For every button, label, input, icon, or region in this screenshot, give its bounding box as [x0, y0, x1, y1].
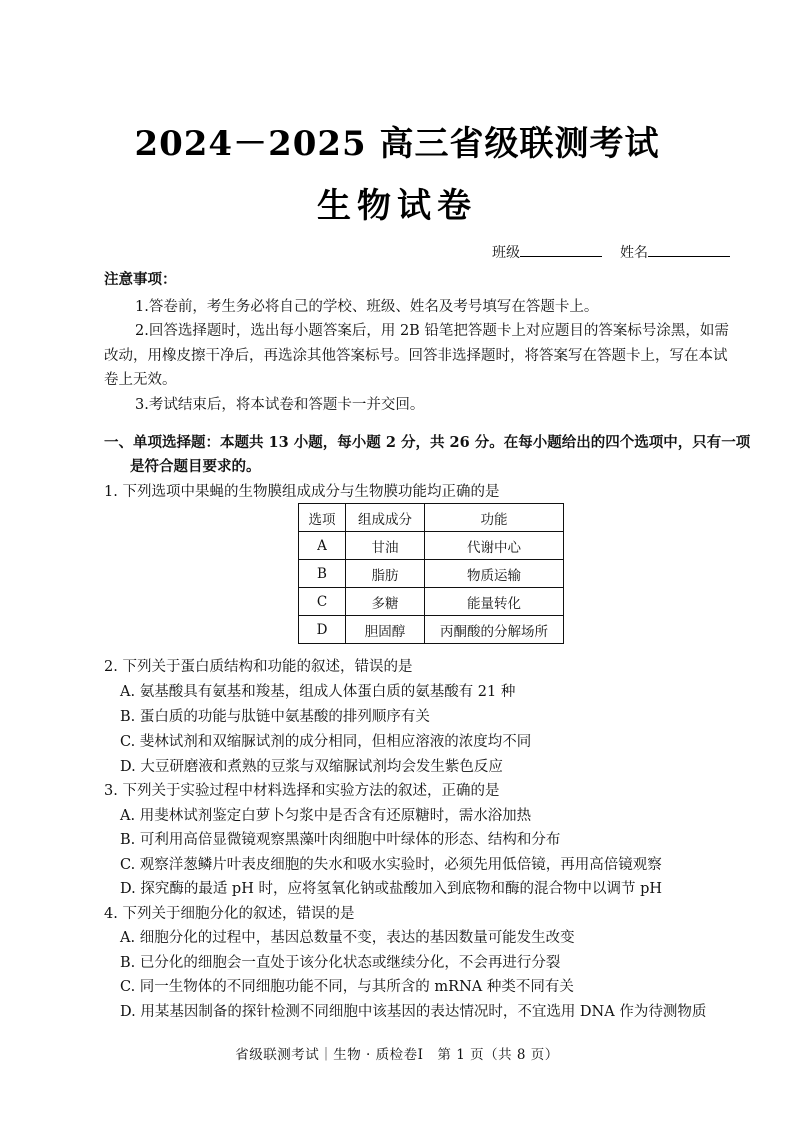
question-4-option-b: B. 已分化的细胞会一直处于该分化状态或继续分化，不会再进行分裂	[120, 955, 561, 971]
table-row	[299, 560, 564, 588]
class-label: 班级	[492, 245, 520, 261]
question-1-table	[298, 503, 564, 644]
notice-line: 改动，用橡皮擦干净后，再选涂其他答案标号。回答非选择题时，将答案写在答题卡上，写在本试	[104, 348, 728, 364]
table-header: 组成成分	[346, 504, 425, 532]
table-cell: 胆固醇	[346, 616, 425, 644]
table-row	[299, 532, 564, 560]
notice-heading: 注意事项：	[104, 271, 177, 288]
table-cell: 物质运输	[425, 560, 564, 588]
question-2-stem: 2. 下列关于蛋白质结构和功能的叙述，错误的是	[104, 659, 413, 675]
notice-line: 3.考试结束后，将本试卷和答题卡一并交回。	[135, 397, 425, 413]
question-3-option-a: A. 用斐林试剂鉴定白萝卜匀浆中是否含有还原糖时，需水浴加热	[120, 808, 532, 824]
question-2-option-a: A. 氨基酸具有氨基和羧基，组成人体蛋白质的氨基酸有 21 种	[120, 684, 516, 700]
student-id-line	[492, 242, 748, 262]
notice-line: 卷上无效。	[104, 372, 177, 388]
table-header-row	[299, 504, 564, 532]
table-cell: C	[299, 588, 346, 616]
table-row	[299, 616, 564, 644]
subject-title: 生物试卷	[317, 186, 477, 226]
table-header: 功能	[425, 504, 564, 532]
question-2-option-c: C. 斐林试剂和双缩脲试剂的成分相同，但相应溶液的浓度均不同	[120, 734, 532, 750]
table-cell: A	[299, 532, 346, 560]
notice-line: 1.答卷前，考生务必将自己的学校、班级、姓名及考号填写在答题卡上。	[135, 299, 599, 315]
question-2-option-b: B. 蛋白质的功能与肽链中氨基酸的排列顺序有关	[120, 709, 430, 725]
table-cell: D	[299, 616, 346, 644]
question-3-option-c: C. 观察洋葱鳞片叶表皮细胞的失水和吸水实验时，必须先用低倍镜，再用高倍镜观察	[120, 857, 662, 873]
table-cell: 甘油	[346, 532, 425, 560]
question-4-option-d: D. 用某基因制备的探针检测不同细胞中该基因的表达情况时，不宜选用 DNA 作为待测物质	[120, 1004, 707, 1020]
question-4-option-a: A. 细胞分化的过程中，基因总数量不变，表达的基因数量可能发生改变	[120, 930, 575, 946]
table-cell: 能量转化	[425, 588, 564, 616]
question-2-option-d: D. 大豆研磨液和煮熟的豆浆与双缩脲试剂均会发生紫色反应	[120, 759, 503, 775]
page-footer: 省级联测考试｜生物 · 质检卷Ⅰ 第 1 页（共 8 页）	[235, 1047, 559, 1063]
table-cell: 代谢中心	[425, 532, 564, 560]
name-blank	[648, 242, 730, 257]
question-4-option-c: C. 同一生物体的不同细胞功能不同，与其所含的 mRNA 种类不同有关	[120, 979, 574, 995]
question-4-stem: 4. 下列关于细胞分化的叙述，错误的是	[104, 906, 355, 922]
exam-title: 2024－2025 高三省级联测考试	[134, 124, 660, 164]
section-heading: 一、单项选择题：本题共 13 小题，每小题 2 分，共 26 分。在每小题给出的四个选项中，只有一项	[104, 434, 751, 451]
name-label: 姓名	[620, 245, 648, 261]
table-cell: B	[299, 560, 346, 588]
table-cell: 脂肪	[346, 560, 425, 588]
table-cell: 丙酮酸的分解场所	[425, 616, 564, 644]
table-row	[299, 588, 564, 616]
table-cell: 多糖	[346, 588, 425, 616]
question-3-option-d: D. 探究酶的最适 pH 时，应将氢氧化钠或盐酸加入到底物和酶的混合物中以调节 pH	[120, 881, 663, 897]
question-3-option-b: B. 可利用高倍显微镜观察黑藻叶肉细胞中叶绿体的形态、结构和分布	[120, 832, 561, 848]
section-heading-cont: 是符合题目要求的。	[130, 458, 261, 475]
question-1-stem: 1. 下列选项中果蝇的生物膜组成成分与生物膜功能均正确的是	[104, 484, 500, 500]
question-3-stem: 3. 下列关于实验过程中材料选择和实验方法的叙述，正确的是	[104, 783, 500, 799]
class-blank	[520, 242, 602, 257]
notice-line: 2.回答选择题时，选出每小题答案后，用 2B 铅笔把答题卡上对应题目的答案标号涂黑，如需	[135, 323, 729, 339]
table-header: 选项	[299, 504, 346, 532]
